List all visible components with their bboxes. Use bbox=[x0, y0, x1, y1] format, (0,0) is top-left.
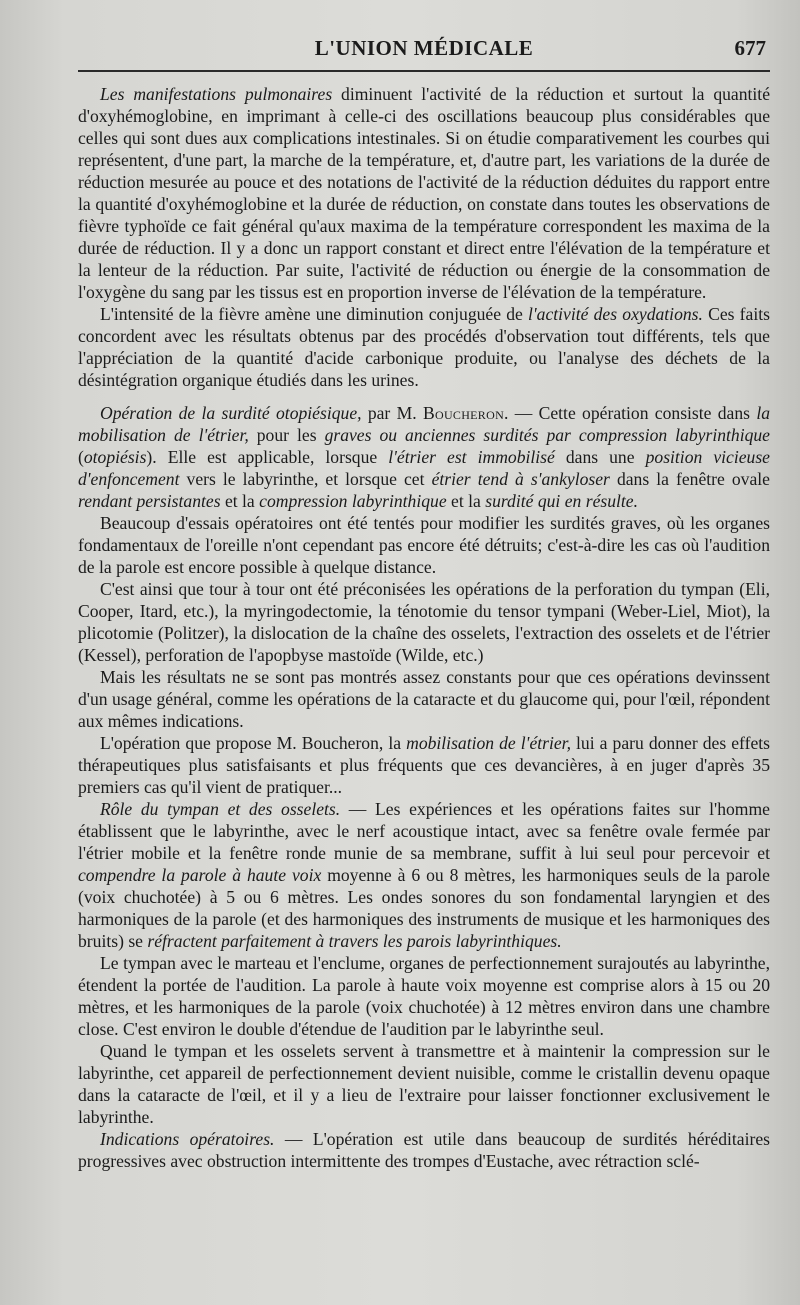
text-run: compendre la parole à haute voix bbox=[78, 865, 322, 885]
text-run: Quand le tympan et les osselets servent à transmettre et à maintenir la compression sur le labyrinthe, cet appareil de perfectionnement devient nuisible, comme le cristallin devenu opaque dans la cataracte de l'œil, et il y a lieu de l'extraire pour laisser fonctionner exclusivement le labyrinthe. bbox=[78, 1041, 770, 1127]
text-run: moyenne à 6 ou 8 mètres, les harmoniques seuls de la parole (voix chuchotée) à 5 ou 6 mètres. Les ondes sonores du son fondamental laryngien et des harmoniques de la parole (et des harmoniques des instruments de musique et les harmoniques des bruits) se bbox=[78, 865, 770, 951]
paragraph-p6 bbox=[78, 666, 770, 732]
paragraph-p10 bbox=[78, 1040, 770, 1128]
text-run: graves ou anciennes surdités par compression labyrinthique bbox=[324, 425, 770, 445]
text-run: surdité qui en résulte. bbox=[485, 491, 639, 511]
paragraph-p9 bbox=[78, 952, 770, 1040]
text-run: Rôle du tympan et des osselets. bbox=[100, 799, 341, 819]
header-rule bbox=[78, 70, 770, 72]
text-run: lui a paru donner des effets thérapeutiques plus satisfaisants et plus fréquents que ces devancières, à en juger d'après 35 premiers cas qu'il vient de pratiquer... bbox=[78, 733, 770, 797]
text-run: l'activité des oxydations. bbox=[528, 304, 703, 324]
text-run: Ces faits concordent avec les résultats obtenus par des procédés d'observation tout différents, tels que l'appréciation de la quantité d'acide carbonique produite, ou l'analyse des déchets de la désintégration organique étudiés dans les urines. bbox=[78, 304, 770, 390]
paragraph-p11 bbox=[78, 1128, 770, 1172]
text-run: et la bbox=[446, 491, 486, 511]
text-run: vers le labyrinthe, et lorsque cet bbox=[179, 469, 432, 489]
text-run: mobilisation de l'étrier, bbox=[406, 733, 571, 753]
text-run: étrier tend à s'ankyloser bbox=[431, 469, 610, 489]
paragraph-p7 bbox=[78, 732, 770, 798]
paragraph-p4 bbox=[78, 512, 770, 578]
text-run: ( bbox=[78, 447, 84, 467]
text-run: l'étrier est immobilisé bbox=[388, 447, 555, 467]
paragraph-p5 bbox=[78, 578, 770, 666]
text-run: otopiésis bbox=[83, 447, 147, 467]
text-run: pour les bbox=[248, 425, 325, 445]
page-number: 677 bbox=[734, 36, 766, 60]
text-run: Beaucoup d'essais opératoires ont été tentés pour modifier les surdités graves, où les organes fondamentaux de l'oreille n'ont cependant pas encore été détruits; c'est-à-dire les cas où l'audition de la parole est encore possible à quelque distance. bbox=[78, 513, 770, 577]
paragraph-p3 bbox=[78, 402, 770, 512]
text-run: Boucheron bbox=[422, 403, 505, 423]
text-run: ). Elle est applicable, lorsque bbox=[146, 447, 389, 467]
paragraph-p1 bbox=[78, 83, 770, 303]
text-run: rendant persistantes bbox=[78, 491, 221, 511]
text-run: Opération de la surdité otopiésique, bbox=[100, 403, 362, 423]
body-text bbox=[78, 83, 770, 1172]
text-run: Indications opératoires. bbox=[100, 1129, 275, 1149]
text-run: L'intensité de la fièvre amène une diminution conjuguée de bbox=[100, 304, 529, 324]
text-run: Mais les résultats ne se sont pas montrés assez constants pour que ces opérations devinssent d'un usage général, comme les opérations de la cataracte et du glaucome qui, pour l'œil, répondent aux mêmes indications. bbox=[78, 667, 770, 731]
text-run: par M. bbox=[361, 403, 423, 423]
paragraph-p8 bbox=[78, 798, 770, 952]
text-run: — Les expériences et les opérations faites sur l'homme établissent que le labyrinthe, avec le nerf acoustique intact, avec sa fenêtre ovale fermée par l'étrier mobile et la fenêtre ronde munie de sa membrane, suffit à lui seul pour percevoir et bbox=[78, 799, 770, 863]
page-header bbox=[78, 36, 770, 66]
text-run: dans la fenêtre ovale bbox=[609, 469, 770, 489]
text-run: et la bbox=[220, 491, 260, 511]
text-run: réfractent parfaitement à travers les parois labyrinthiques. bbox=[147, 931, 562, 951]
text-run: diminuent l'activité de la réduction et surtout la quantité d'oxyhémoglobine, en imprimant à celle-ci des oscillations beaucoup plus considérables que celles qui sont dues aux complications intestinales. Si on étudie comparativement les courbes qui représentent, d'une part, la marche de la température, et, d'autre part, les variations de la durée de réduction mesurée au pouce et des notations de l'activité de la réduction déduites du rapport entre la quantité d'oxyhémoglobine et la durée de réduction, on constate dans toutes les observations de fièvre typhoïde ce fait général qu'aux maxima de la température correspondent les maxima de la durée de réduction. Il y a donc un rapport constant et direct entre l'élévation de la température et la lenteur de la réduction. Par suite, l'activité de réduction ou énergie de la consommation de l'oxygène du sang par les tissus est en proportion inverse de l'élévation de la température. bbox=[78, 84, 771, 302]
text-run: Les manifestations pulmonaires bbox=[100, 84, 333, 104]
running-title: L'UNION MÉDICALE bbox=[314, 36, 534, 60]
text-run: la mobilisation de l'étrier, bbox=[78, 403, 770, 445]
paragraph-p2 bbox=[78, 303, 770, 391]
text-run: Le tympan avec le marteau et l'enclume, organes de perfectionnement surajoutés au labyrinthe, étendent la portée de l'audition. La parole à haute voix moyenne est comprise alors à 15 ou 20 mètres, et les harmoniques de la parole (voix chuchotée) à 12 mètres environ dans une chambre close. C'est environ le double d'étendue de l'audition par le labyrinthe seul. bbox=[78, 953, 770, 1039]
text-run: L'opération que propose M. Boucheron, la bbox=[100, 733, 407, 753]
text-run: . — Cette opération consiste dans bbox=[504, 403, 757, 423]
text-run: compression labyrinthique bbox=[259, 491, 447, 511]
text-run: C'est ainsi que tour à tour ont été préconisées les opérations de la perforation du tympan (Eli, Cooper, Itard, etc.), la myringodectomie, la ténotomie du tensor tympani (Weber-Liel, Miot), la plicotomie (Politzer), la dislocation de la chaîne des osselets, l'extraction des osselets et de l'étrier (Kessel), perforation de l'apopbyse mastoïde (Wilde, etc.) bbox=[78, 579, 770, 665]
text-run: position vicieuse d'enfoncement bbox=[78, 447, 770, 489]
text-run: dans une bbox=[554, 447, 646, 467]
text-run: — L'opération est utile dans beaucoup de surdités héréditaires progressives avec obstruction intermittente des trompes d'Eustache, avec rétraction sclé- bbox=[78, 1129, 770, 1171]
